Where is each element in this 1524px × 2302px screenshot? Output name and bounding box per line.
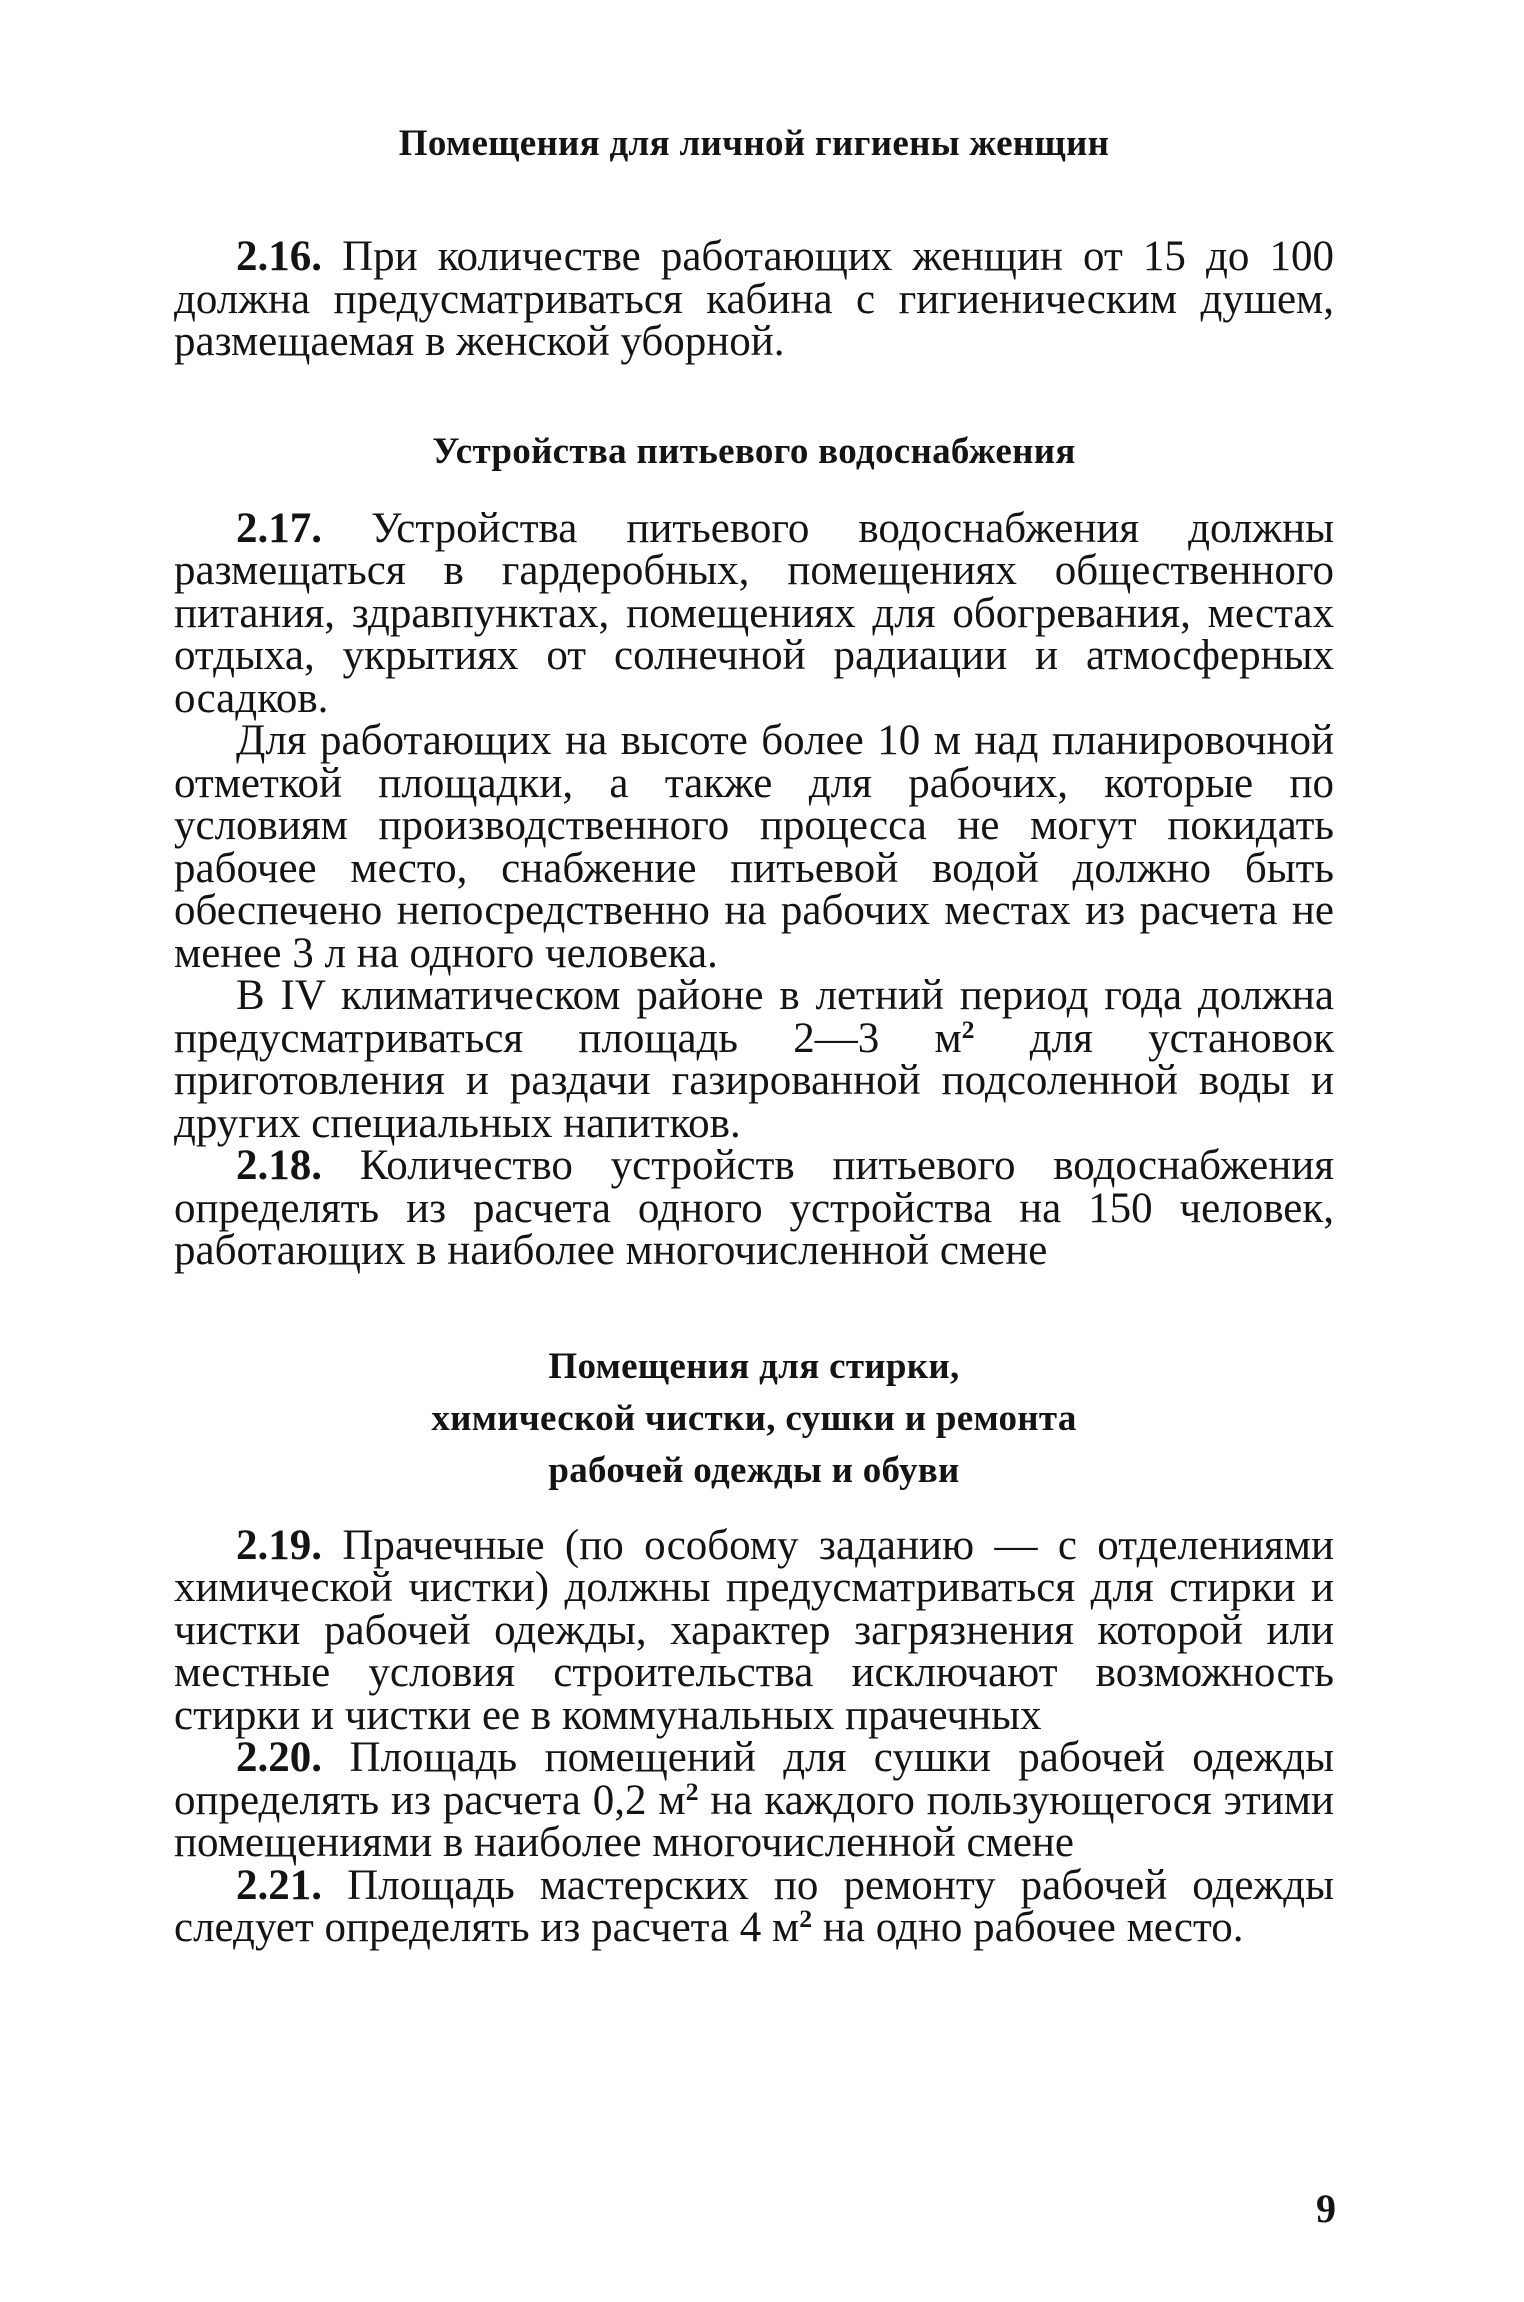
paragraph-2-17 [174,504,1334,722]
document-page [174,118,1334,1950]
clause-number: 2.20. [236,1734,322,1781]
paragraph-2-16 [174,233,1334,365]
section-heading-drinking-water [174,426,1334,478]
paragraph-2-21 [174,1861,1334,1951]
section-heading-laundry [174,1341,1334,1497]
heading-line: рабочей одежды и обуви [548,1449,960,1491]
superscript: 2 [799,1903,813,1933]
heading-line: химической чистки, сушки и ремонта [431,1397,1077,1439]
paragraph-text: Площадь помещений для сушки рабочей одежды определять из расчета 0,2 м [174,1734,1335,1824]
paragraph-text: Устройства питьевого водоснабжения должны размещаться в гардеробных, помещениях общественного питания, здравпунктах, помещениях для обогревания, местах отдыха, укрытиях от солнечной радиации и атмосферных осадков. [174,504,1334,722]
clause-number: 2.18. [236,1142,322,1189]
heading-line: Помещения для стирки, [548,1345,960,1387]
page-number: 9 [1316,2186,1336,2231]
clause-number: 2.17. [236,504,322,552]
section-heading-hygiene [174,118,1334,170]
paragraph-text: Количество устройств питьевого водоснабжения определять из расчета одного устройства на 150 человек, работающих в наиболее многочисленной смене [174,1142,1335,1274]
paragraph-2-20 [174,1734,1335,1866]
heading-line: Помещения для личной гигиены женщин [398,123,1110,164]
clause-number: 2.19. [236,1521,322,1569]
superscript: 2 [685,1776,699,1806]
heading-line: Устройства питьевого водоснабжения [432,430,1076,472]
paragraph-climate-zone-iv [174,972,1334,1147]
paragraph-text: В IV климатическом районе в летний период года должна предусматриваться площадь 2—3 м [174,972,1334,1062]
paragraph-text: Прачечные (по особому заданию — с отделениями химической чистки) должны предусматриваться для стирки и чистки рабочей одежды, характер загрязнения которой или местные условия строительства исключают возможность стирки и чистки ее в коммунальных прачечных [174,1521,1334,1739]
paragraph-text: на каждого пользующегося этими помещениями в наиболее многочисленной смене [174,1776,1334,1866]
clause-number: 2.21. [236,1861,322,1909]
paragraph-text: При количестве работающих женщин от 15 до 100 должна предусматриваться кабина с гигиеническим душем, размещаемая в женской уборной. [174,233,1334,365]
paragraph-2-19 [174,1521,1334,1739]
superscript: 2 [961,1014,975,1044]
paragraph-height-workers [174,717,1334,977]
paragraph-2-18 [174,1142,1335,1274]
paragraph-text: Площадь мастерских по ремонту рабочей одежды следует определять из расчета 4 м [174,1861,1334,1951]
paragraph-text: для установок приготовления и раздачи газированной подсоленной воды и других специальных напитков. [174,1014,1334,1147]
clause-number: 2.16. [236,233,322,280]
paragraph-text: на одно рабочее место. [812,1904,1244,1951]
paragraph-text: Для работающих на высоте более 10 м над планировочной отметкой площадки, а также для рабочих, которые по условиям производственного процесса не могут покидать рабочее место, снабжение питьевой водой должно быть обеспечено непосредственно на рабочих местах из расчета не менее 3 л на одного человека. [174,717,1334,977]
